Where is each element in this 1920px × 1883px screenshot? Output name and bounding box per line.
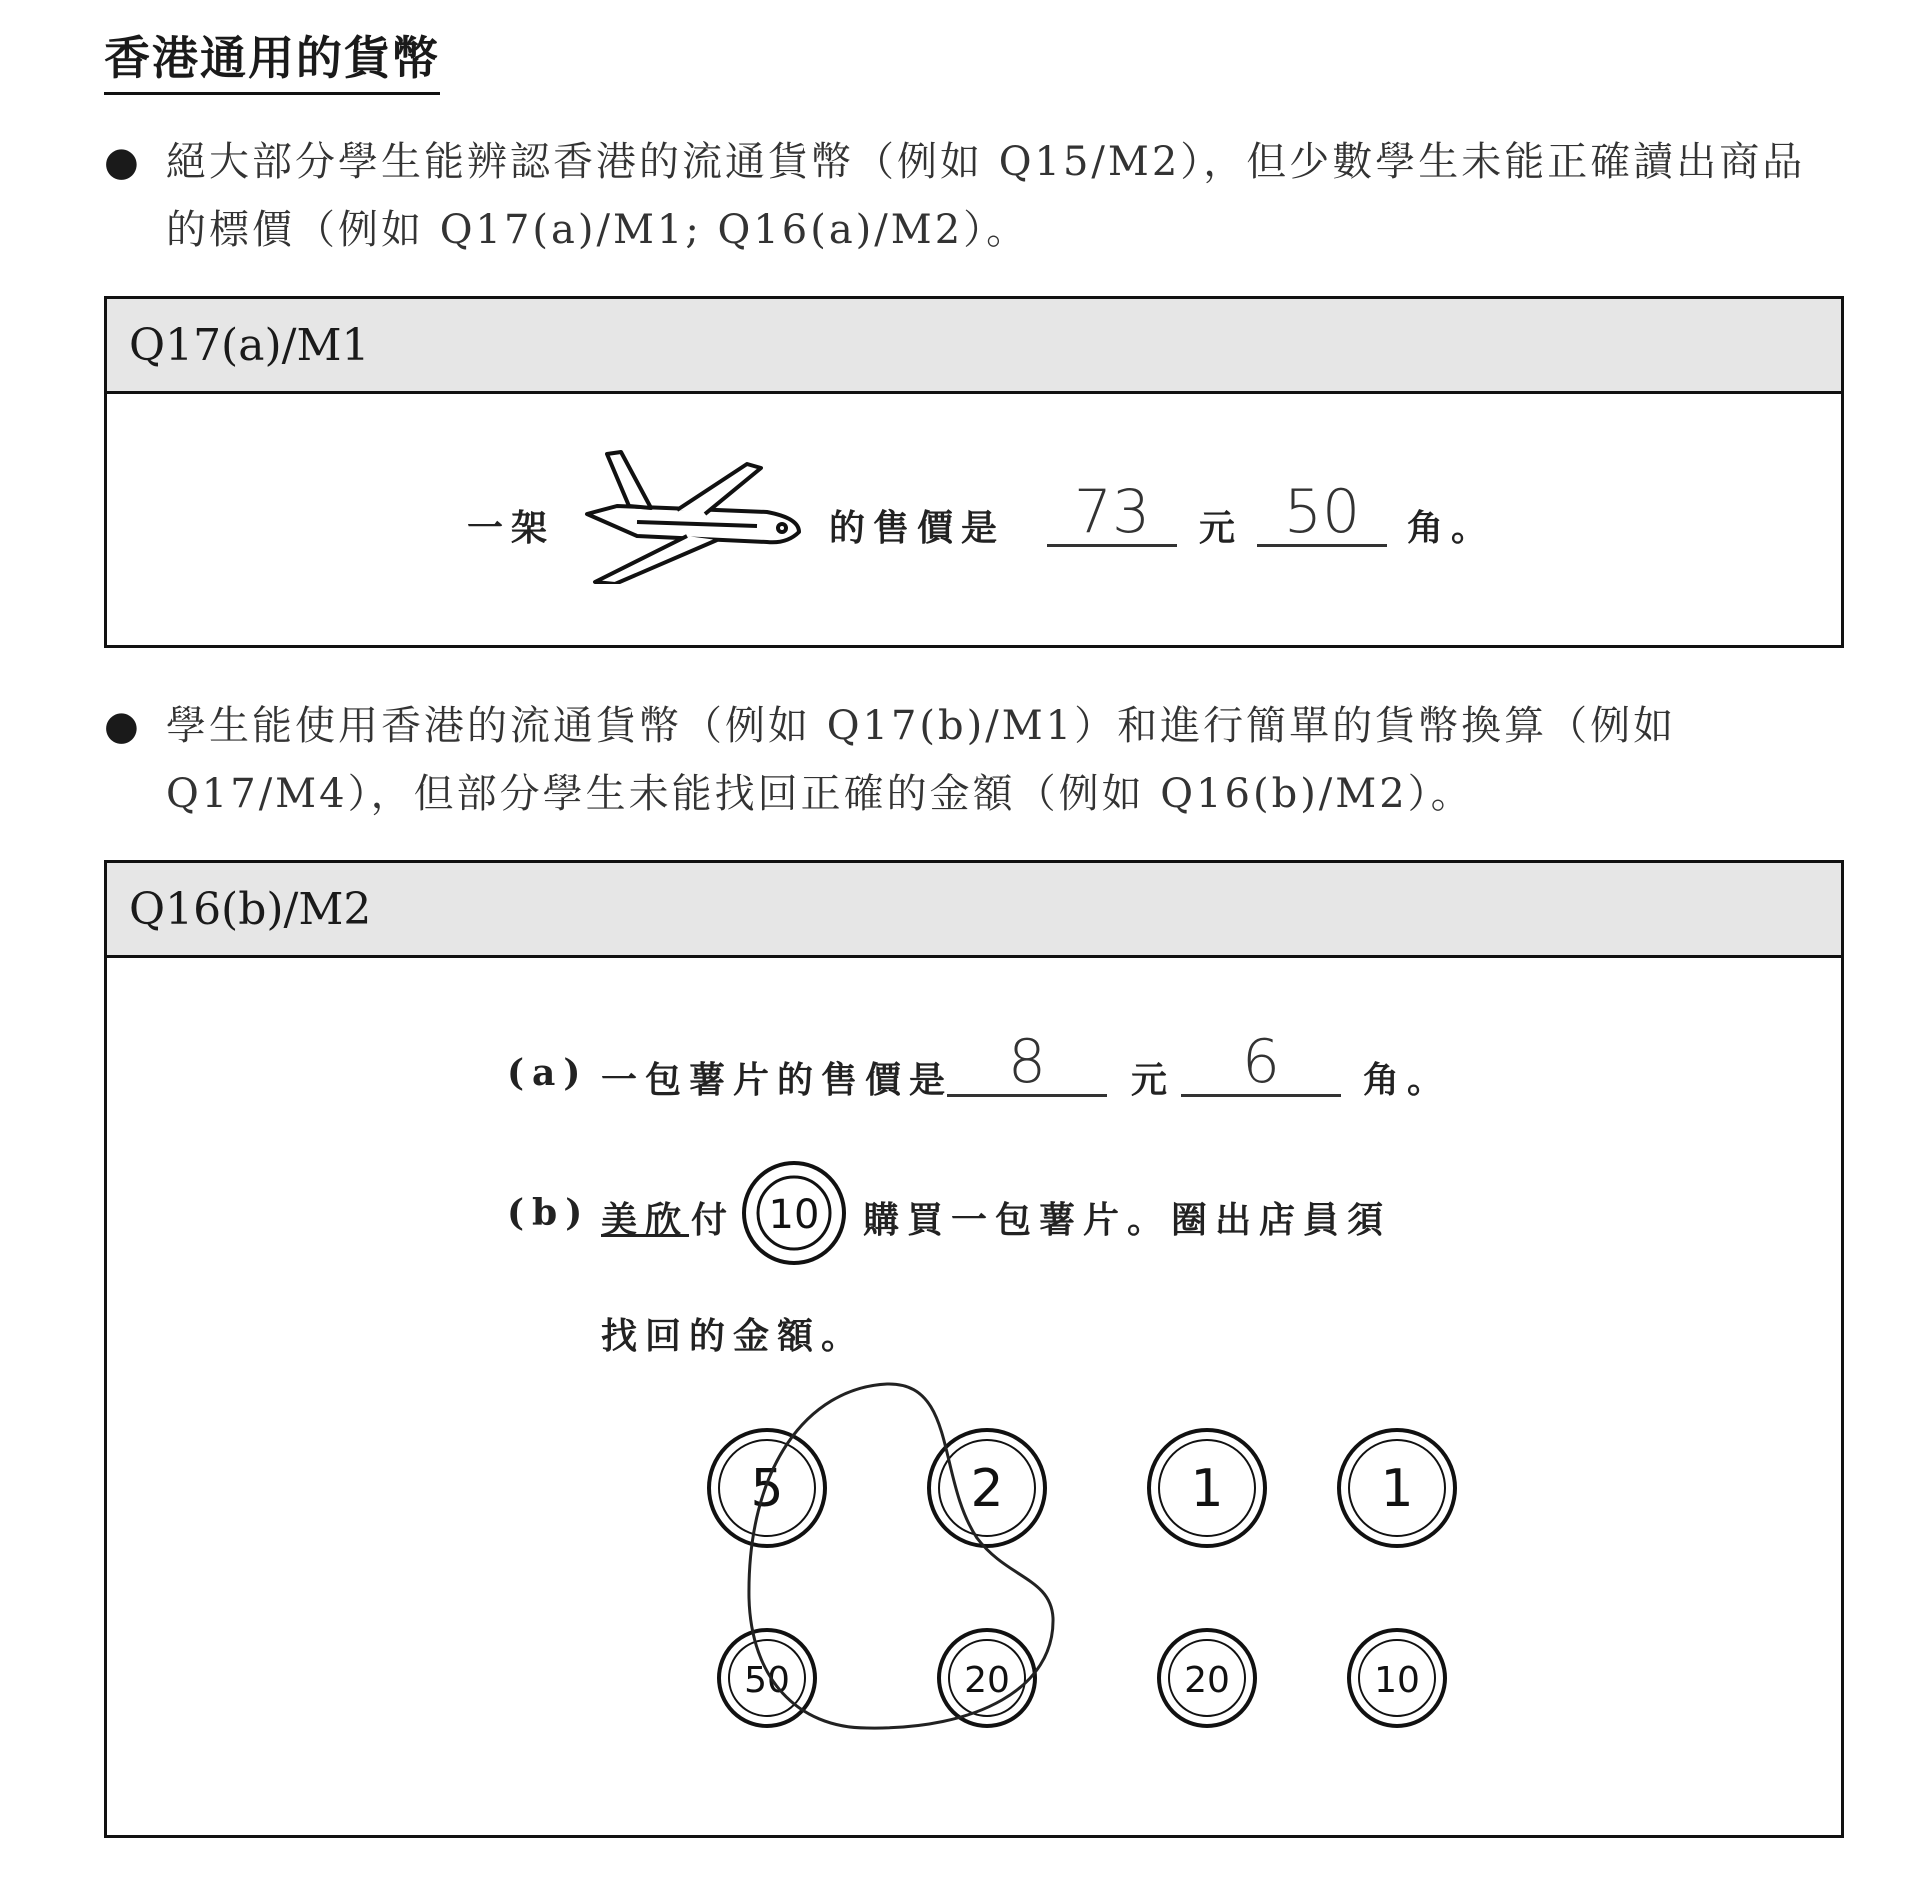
question-box-q17a (104, 296, 1844, 648)
coin-1-icon[interactable] (1145, 1426, 1269, 1550)
selection-loop-icon (737, 1378, 1057, 1738)
part-b-text: 購買一包薯片。圈出店員須 (863, 1199, 1392, 1241)
part-b-pay: 付 (691, 1199, 736, 1241)
coin-value: 50 (744, 1660, 790, 1701)
bullet-text-1: 絕大部分學生能辨認香港的流通貨幣（例如 Q15/M2），但少數學生未能正確讀出商品的標價（例如 Q17(a)/M1; Q16(a)/M2）。 (166, 139, 1806, 253)
part-a-label: (a) (507, 1052, 589, 1094)
bullet-paragraph-1 (104, 128, 1844, 268)
bullet-dot: ● (104, 139, 139, 185)
airplane-icon (577, 444, 807, 584)
bullet-dot: ● (104, 703, 139, 749)
answer-dollars: 73 (1047, 480, 1177, 547)
question-box-body (107, 394, 1841, 645)
part-b-text-2: 找回的金額。 (601, 1315, 866, 1357)
unit-dollars: 元 (1199, 507, 1244, 549)
question-mid-text: 的售價是 (829, 507, 1006, 549)
bullet-paragraph-2 (104, 692, 1844, 832)
question-pre-text: 一架 (467, 507, 556, 549)
bullet-text-2: 學生能使用香港的流通貨幣（例如 Q17(b)/M1）和進行簡單的貨幣換算（例如 Q17/M4），但部分學生未能找回正確的金額（例如 Q16(b)/M2）。 (166, 703, 1677, 817)
answer-cents: 50 (1257, 480, 1387, 547)
question-box-title: Q17(a)/M1 (107, 299, 1841, 394)
page-heading: 香港通用的貨幣 (104, 22, 440, 95)
coin-value: 1 (1190, 1459, 1224, 1519)
coin-value: 1 (1380, 1459, 1414, 1519)
coin-value: 5 (750, 1459, 784, 1519)
coin-1-icon[interactable] (1335, 1426, 1459, 1550)
coin-10-icon[interactable] (1345, 1626, 1449, 1730)
unit-cents: 角。 (1407, 507, 1496, 549)
coin-20-icon[interactable] (1155, 1626, 1259, 1730)
coin-value: 10 (768, 1192, 820, 1238)
coin-value: 20 (964, 1660, 1010, 1701)
part-a-unit-cents: 角。 (1363, 1059, 1452, 1101)
coin-value: 2 (970, 1459, 1004, 1519)
coin-value: 10 (1374, 1660, 1420, 1701)
part-a-unit-dollars: 元 (1131, 1059, 1176, 1101)
part-b-label: (b) (507, 1192, 591, 1234)
part-a-answer-dollars: 8 (947, 1030, 1107, 1097)
question-box-title: Q16(b)/M2 (107, 863, 1841, 958)
question-box-q16b (104, 860, 1844, 1838)
part-a-text: 一包薯片的售價是 (601, 1059, 954, 1101)
question-box-body (107, 958, 1841, 1835)
part-a-answer-cents: 6 (1181, 1030, 1341, 1097)
coin-value: 20 (1184, 1660, 1230, 1701)
part-b-name: 美欣 (601, 1199, 690, 1241)
